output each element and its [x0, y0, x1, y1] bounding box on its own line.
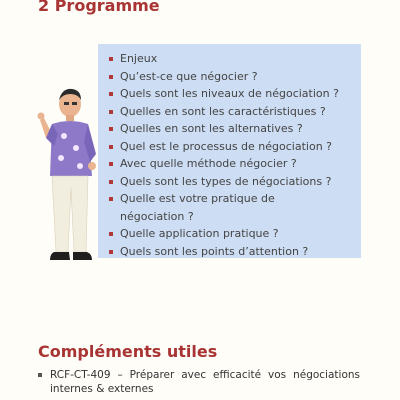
bullet-icon [109, 250, 113, 254]
list-item: Quel est le processus de négociation ? [104, 138, 355, 156]
list-item: Quels sont les niveaux de négociation ? [104, 85, 355, 103]
bullet-icon [109, 75, 113, 79]
list-item: Quelles en sont les alternatives ? [104, 120, 355, 138]
bullet-icon [38, 373, 42, 377]
programme-box [98, 44, 361, 258]
list-item: Qu’est-ce que négocier ? [104, 68, 355, 86]
list-item: Quels sont les points d’attention ? [104, 243, 355, 261]
list-item: Enjeux [104, 50, 355, 68]
bullet-icon [109, 110, 113, 114]
list-item: Quels sont les types de négociations ? [104, 173, 355, 191]
programme-list [104, 50, 355, 260]
list-item: Avec quelle méthode négocier ? [104, 155, 355, 173]
complements-title: Compléments utiles [38, 342, 218, 361]
bullet-icon [109, 180, 113, 184]
bullet-icon [109, 127, 113, 131]
bullet-icon [109, 232, 113, 236]
bullet-icon [109, 92, 113, 96]
programme-title: 2 Programme [38, 0, 160, 15]
complements-list [38, 368, 360, 396]
bullet-icon [109, 145, 113, 149]
man-gesturing-icon [28, 76, 108, 276]
list-item: RCF-CT-409 – Préparer avec efficacité vos négociations internes & externes [38, 368, 360, 396]
list-item: Quelle application pratique ? [104, 225, 355, 243]
list-item: Quelles en sont les caractéristiques ? [104, 103, 355, 121]
bullet-icon [109, 197, 113, 201]
bullet-icon [109, 57, 113, 61]
list-item: Quelle est votre pratique de négociation ? [104, 190, 355, 225]
bullet-icon [109, 162, 113, 166]
